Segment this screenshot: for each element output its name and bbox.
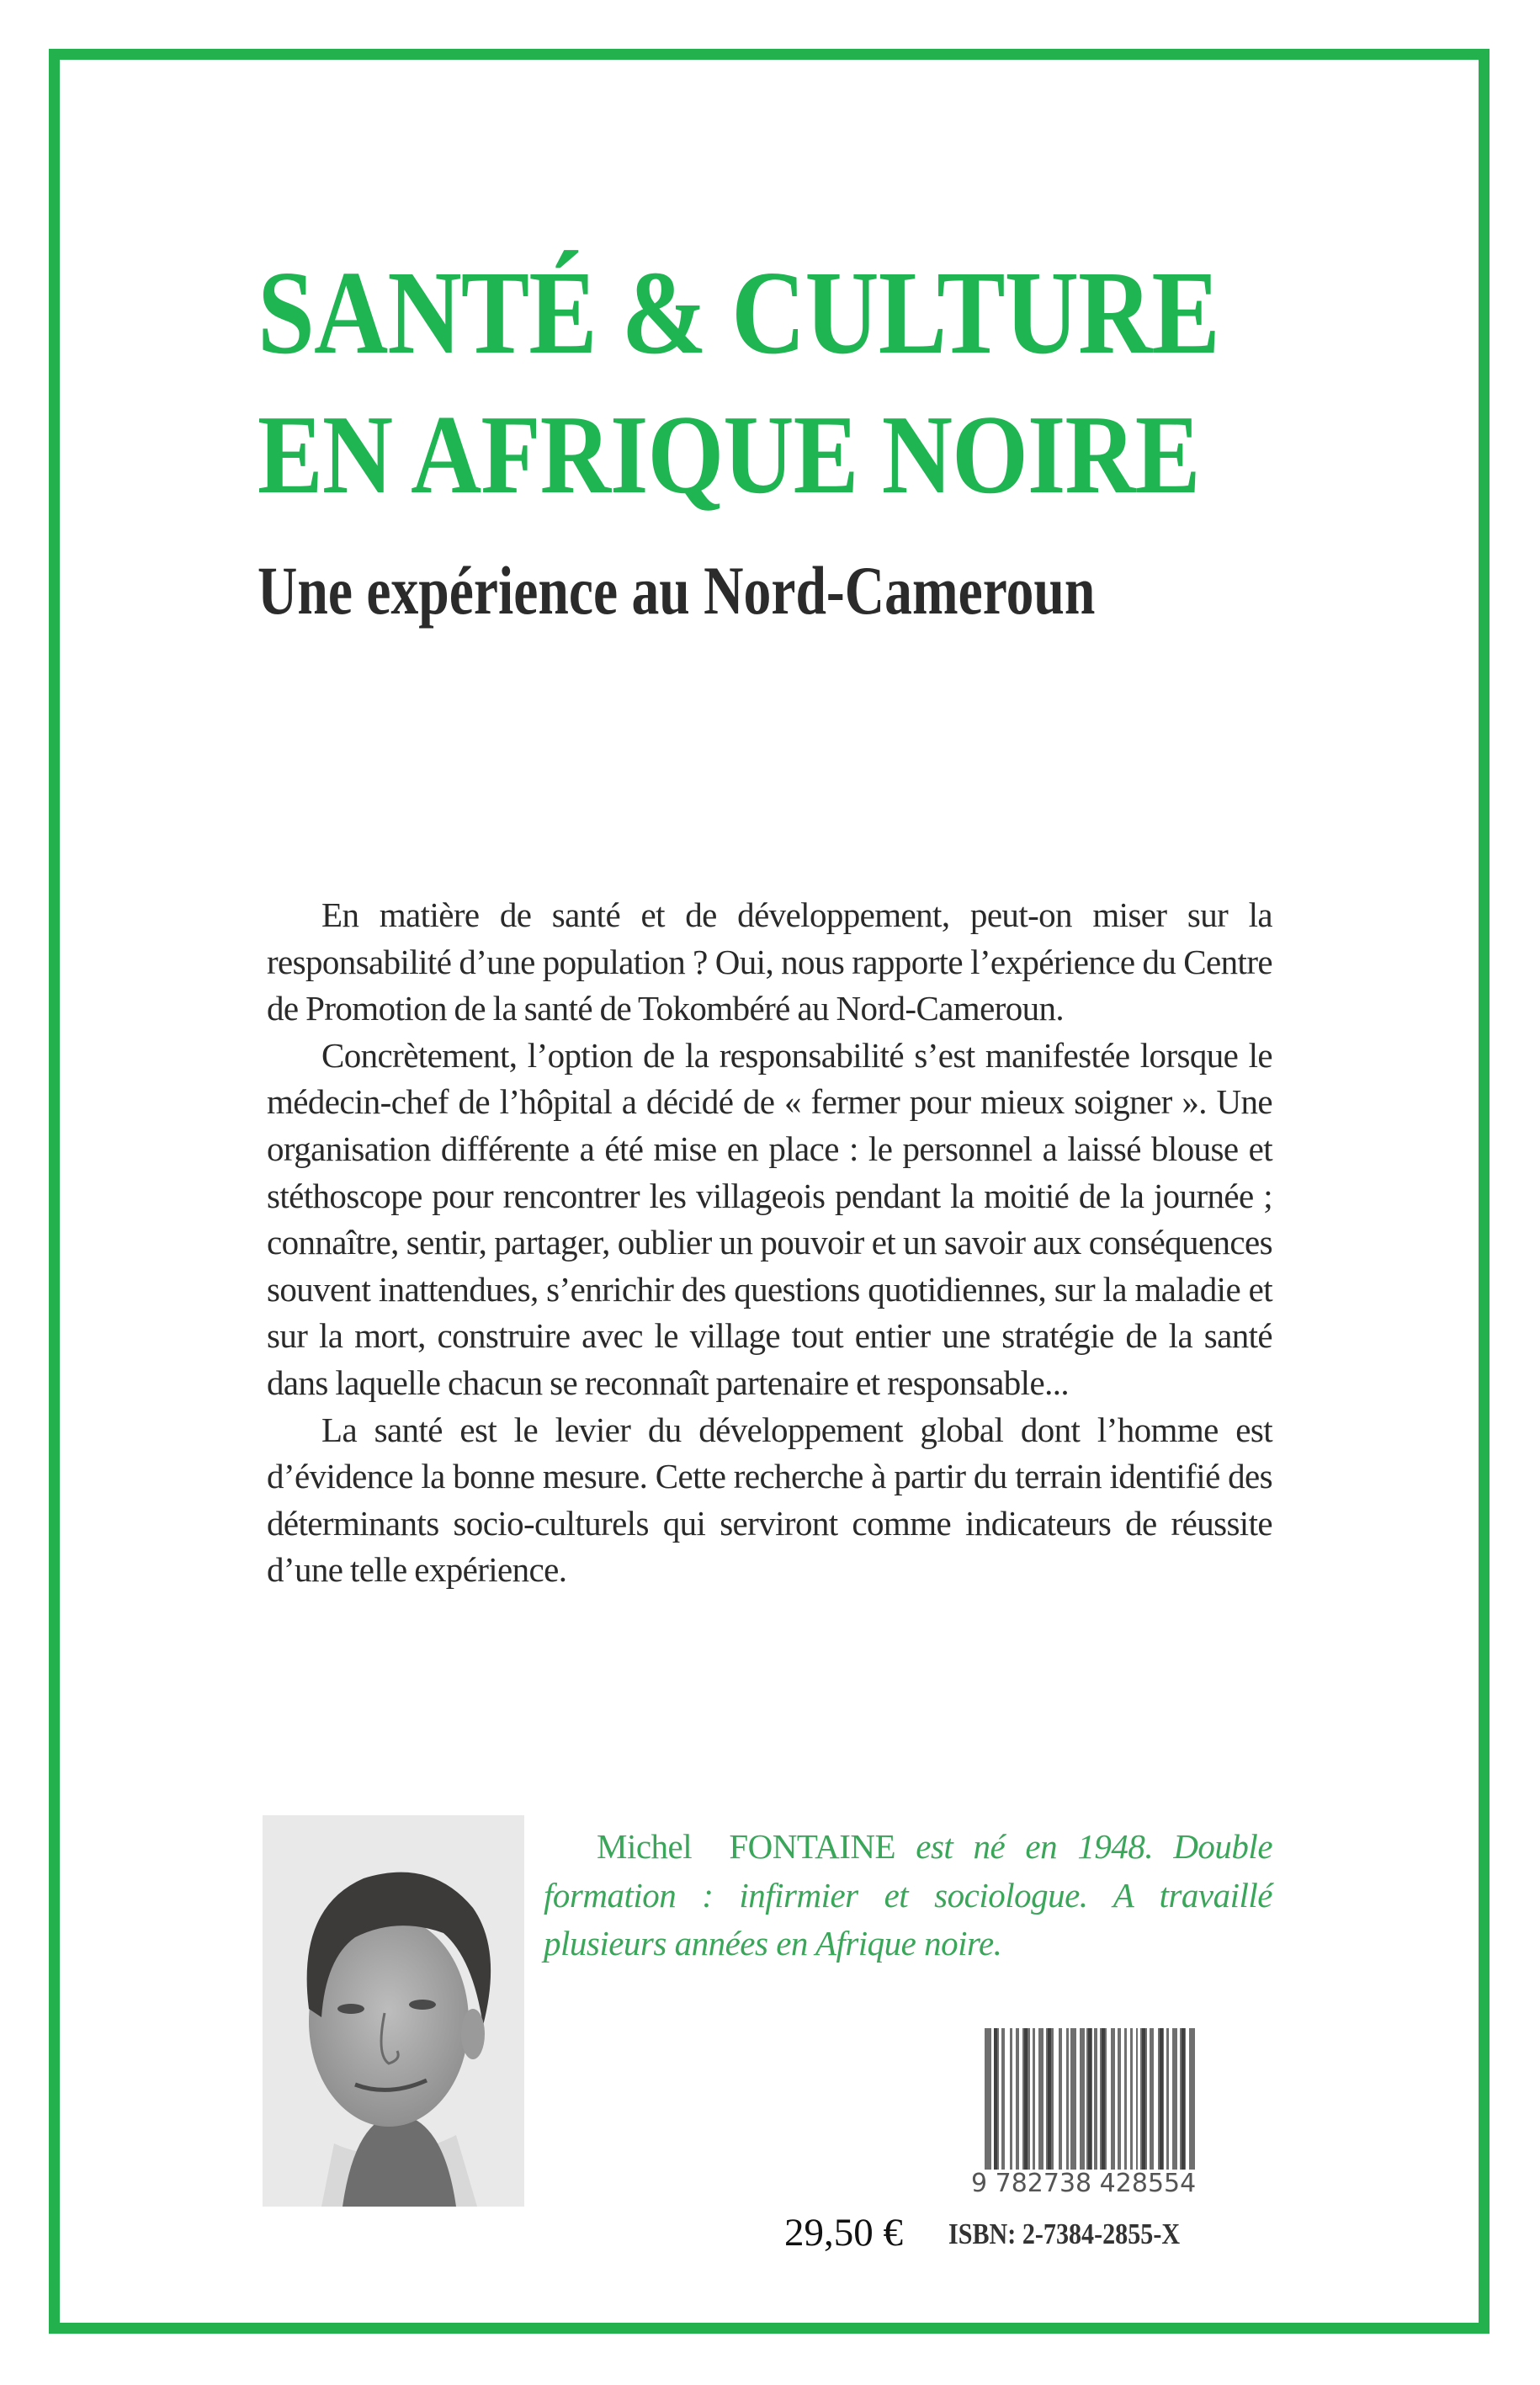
book-title-line-1: SANTÉ & CULTURE: [258, 246, 1220, 379]
blurb-paragraph: La santé est le levier du développement global dont l’homme est d’évidence la bonne mesure. Cette recherche à partir du terrain identifié des déterminants socio-culturels qui serviront comme indicateurs de réussite d’une telle expérience.: [267, 1410, 1272, 1590]
author-photo: [263, 1815, 524, 2207]
book-subtitle: Une expérience au Nord-Cameroun: [258, 552, 1096, 629]
price-label: 29,50 €: [784, 2211, 903, 2255]
blurb-paragraph: Concrètement, l’option de la responsabilité s’est manifestée lorsque le médecin-chef de l’hôpital a décidé de « fermer pour mieux soigner ». Une organisation différente a été mise en place : le personnel a laissé blouse et stéthoscope pour rencontrer les villageois pendant la moitié de la journée ; connaître, sentir, partager, oublier un pouvoir et un savoir aux conséquences souvent inattendues, s’enrichir des questions quotidiennes, sur la maladie et sur la mort, construire avec le village tout entier une stratégie de la santé dans laquelle chacun se reconnaît partenaire et responsable...: [267, 1035, 1272, 1402]
back-cover-blurb: [267, 892, 1272, 1594]
isbn-label: ISBN: 2-7384-2855-X: [948, 2218, 1181, 2250]
author-bio-details: Double formation : infirmier et sociologue. A travaillé plusieurs années en Afrique noire.: [544, 1827, 1273, 1963]
author-portrait-icon: [263, 1815, 524, 2207]
author-birth: est né en 1948.: [916, 1827, 1154, 1866]
book-title-line-2: EN AFRIQUE NOIRE: [258, 392, 1200, 517]
blurb-paragraph: En matière de santé et de développement, peut-on miser sur la responsabilité d’une population ? Oui, nous rapporte l’expérience du Centre de Promotion de la santé de Tokombéré au Nord-Cameroun.: [267, 895, 1272, 1028]
author-name: Michel FONTAINE: [597, 1827, 896, 1866]
barcode-digits: 9 782738 428554: [971, 2169, 1197, 2198]
author-bio: [544, 1823, 1272, 1968]
